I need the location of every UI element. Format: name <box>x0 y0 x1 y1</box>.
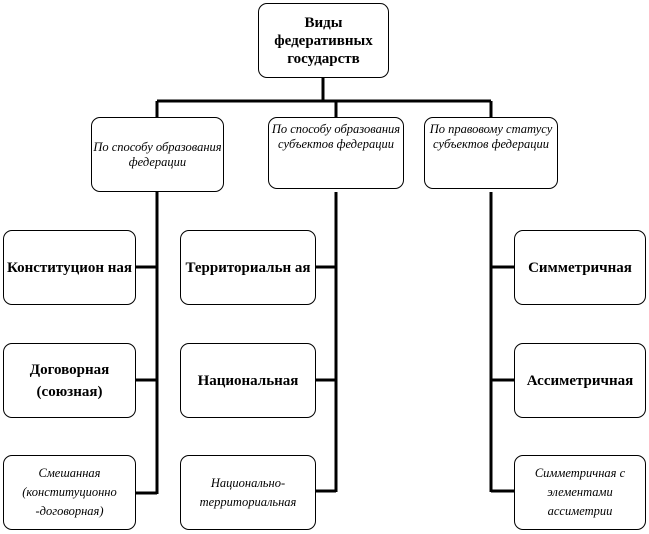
type-mixed <box>3 455 136 530</box>
category-label: По способу образования федерации <box>93 139 222 169</box>
leaf-label: Симметричная <box>528 259 632 276</box>
leaf-label: Территориальн ая <box>185 259 311 276</box>
category-label: По способу образования субъектов федерации <box>271 122 401 151</box>
root-title: Виды федеративных государств <box>274 14 373 67</box>
leaf-label: Смешанная (конституционно -договорная) <box>22 466 117 518</box>
type-constitutional <box>3 230 136 305</box>
category-formation-of-federation <box>91 117 224 192</box>
type-symmetric-with-asymmetry <box>514 455 646 530</box>
leaf-label: Конституцион ная <box>6 259 133 276</box>
type-asymmetric <box>514 343 646 418</box>
type-national-territorial <box>180 455 316 530</box>
type-symmetric <box>514 230 646 305</box>
leaf-label: Национальная <box>197 372 299 389</box>
category-label: По правовому статусу субъектов федерации <box>429 122 553 151</box>
leaf-label: Национально-территориальная <box>199 475 297 509</box>
leaf-label: Ассиметричная <box>526 372 634 389</box>
category-legal-status <box>424 117 558 189</box>
type-contractual <box>3 343 136 418</box>
type-national <box>180 343 316 418</box>
type-territorial <box>180 230 316 305</box>
category-formation-of-subjects <box>268 117 404 189</box>
leaf-label: Договорная (союзная) <box>29 361 110 400</box>
root-node <box>258 3 389 78</box>
leaf-label: Симметричная с элементами ассиметрии <box>534 466 626 518</box>
